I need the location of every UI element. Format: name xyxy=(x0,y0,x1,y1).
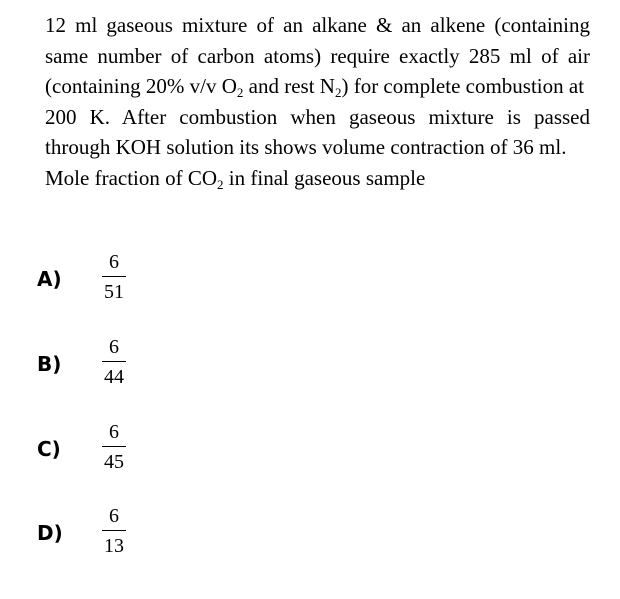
option-b[interactable] xyxy=(37,336,237,396)
option-label: B) xyxy=(37,352,62,376)
fraction-numerator: 6 xyxy=(109,421,119,443)
subscript: 2 xyxy=(236,85,244,100)
fraction-bar xyxy=(102,361,126,362)
fraction-numerator: 6 xyxy=(109,251,119,273)
option-fraction xyxy=(99,421,129,473)
question-line: through KOH solution its shows volume contraction of 36 ml. xyxy=(45,135,567,159)
question-text xyxy=(45,10,590,193)
fraction-bar xyxy=(102,530,126,531)
option-label: C) xyxy=(37,437,61,461)
question-line xyxy=(45,163,590,194)
question-line: 200 K. After combustion when gaseous mixture is passed xyxy=(45,104,590,129)
subscript: 2 xyxy=(334,85,342,100)
fraction-bar xyxy=(102,276,126,277)
option-a[interactable] xyxy=(37,251,237,311)
option-c[interactable] xyxy=(37,421,237,481)
question-text-segment: ) for complete combustion at xyxy=(341,74,585,98)
fraction-numerator: 6 xyxy=(109,336,119,358)
subscript: 2 xyxy=(217,176,224,192)
question-line: same number of carbon atoms) require exactly 285 ml of air xyxy=(45,43,590,68)
question-text-segment: (containing 20% v/v O xyxy=(45,74,237,98)
option-fraction xyxy=(99,505,129,557)
fraction-denominator: 13 xyxy=(104,535,124,557)
question-text-segment: and rest N xyxy=(243,74,335,98)
option-label: D) xyxy=(37,521,63,545)
fraction-denominator: 44 xyxy=(104,366,124,388)
question-text-segment: in final gaseous sample xyxy=(223,165,426,190)
question-line xyxy=(45,71,590,102)
fraction-numerator: 6 xyxy=(109,505,119,527)
fraction-denominator: 51 xyxy=(104,281,124,303)
option-fraction xyxy=(99,251,129,303)
option-label: A) xyxy=(37,267,62,291)
fraction-denominator: 45 xyxy=(104,451,124,473)
option-d[interactable] xyxy=(37,505,237,565)
fraction-bar xyxy=(102,446,126,447)
question-text-segment: Mole fraction of CO xyxy=(45,165,218,190)
option-fraction xyxy=(99,336,129,388)
question-line: 12 ml gaseous mixture of an alkane & an alkene (containing xyxy=(45,13,590,37)
